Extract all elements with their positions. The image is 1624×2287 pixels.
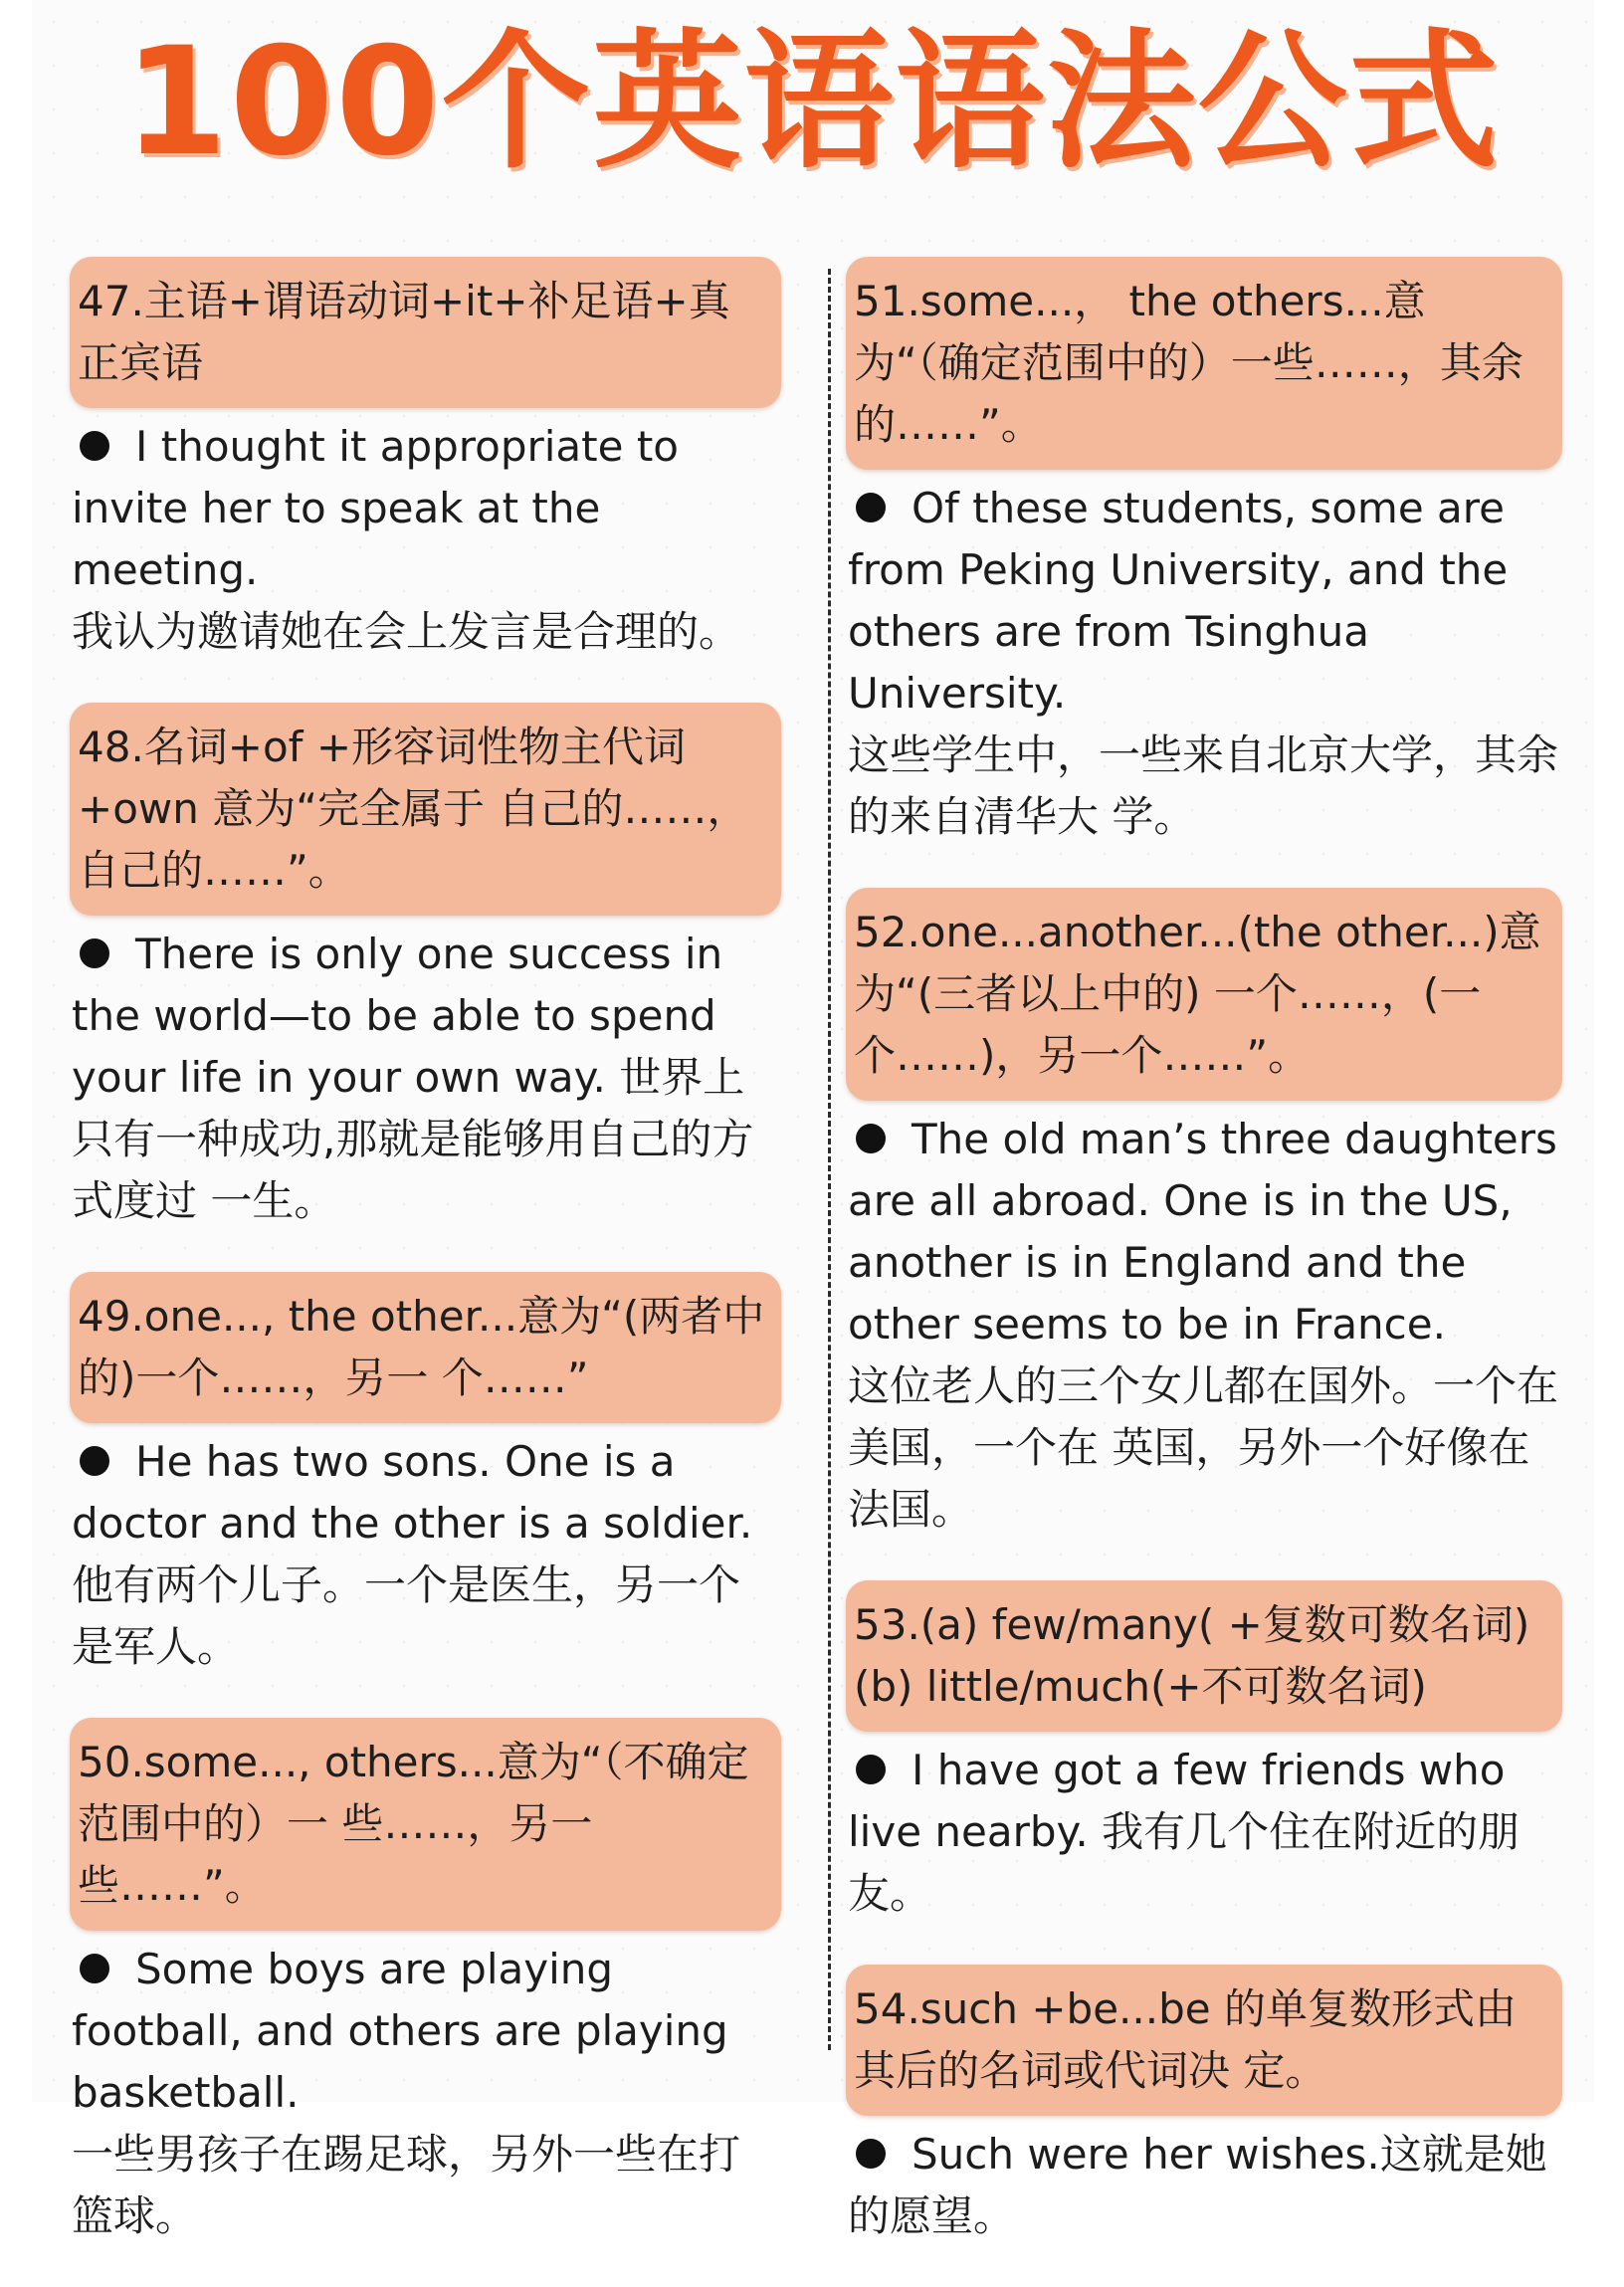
example-49 <box>70 1423 781 1678</box>
page-title: 100个英语语法公式 <box>123 16 1501 189</box>
bullet-icon <box>856 1755 886 1784</box>
entry-50 <box>70 1718 781 2247</box>
example-en-49: He has two sons. One is a doctor and the other is a soldier. <box>72 1437 753 1548</box>
example-54 <box>846 2116 1562 2247</box>
example-zh-51: 这些学生中，一些来自北京大学，其余的来自清华大 学。 <box>848 730 1559 841</box>
bullet-icon <box>80 938 109 968</box>
rule-heading-51: 51.some...， the others...意为“（确定范围中的）一些……，其余的……”。 <box>846 257 1562 470</box>
right-column <box>846 257 1562 2287</box>
entry-54 <box>846 1965 1562 2247</box>
example-48 <box>70 916 781 1232</box>
example-en-50: Some boys are playing football, and others are playing basketball. <box>72 1945 728 2117</box>
rule-heading-52: 52.one...another...(the other...)意为“(三者以上中的) 一个……，(一个……)，另一个……”。 <box>846 888 1562 1101</box>
example-en-54: Such were her wishes.这就是她的愿望。 <box>848 2130 1547 2240</box>
example-zh-50: 一些男孩子在踢足球，另外一些在打篮球。 <box>72 2130 741 2240</box>
rule-heading-54: 54.such +be...be 的单复数形式由其后的名词或代词决 定。 <box>846 1965 1562 2116</box>
example-en-47: I thought it appropriate to invite her to speak at the meeting. <box>72 422 679 594</box>
bullet-icon <box>80 431 109 461</box>
entry-47 <box>70 257 781 663</box>
example-en-51: Of these students, some are from Peking University, and the others are from Tsinghua University. <box>848 484 1509 718</box>
example-51 <box>846 470 1562 848</box>
entry-52 <box>846 888 1562 1541</box>
example-zh-52: 这位老人的三个女儿都在国外。一个在美国，一个在 英国，另外一个好像在法国。 <box>848 1361 1559 1534</box>
entry-51 <box>846 257 1562 848</box>
bullet-icon <box>80 1446 109 1476</box>
example-zh-49: 他有两个儿子。一个是医生，另一个是军人。 <box>72 1560 741 1671</box>
rule-heading-48: 48.名词+of +形容词性物主代词+own 意为“完全属于 自己的……， 自己的……”。 <box>70 703 781 916</box>
rule-heading-47: 47.主语+谓语动词+it+补足语+真正宾语 <box>70 257 781 408</box>
bullet-icon <box>856 2139 886 2169</box>
entry-49 <box>70 1272 781 1678</box>
example-53 <box>846 1732 1562 1925</box>
entry-53 <box>846 1580 1562 1925</box>
bullet-icon <box>856 493 886 522</box>
bullet-icon <box>80 1954 109 1983</box>
bullet-icon <box>856 1124 886 1153</box>
example-en-53: I have got a few friends who live nearby. 我有几个住在附近的朋友。 <box>848 1746 1521 1918</box>
rule-heading-53: 53.(a) few/many( +复数可数名词)(b) little/much(+不可数名词) <box>846 1580 1562 1732</box>
column-divider <box>828 269 831 2050</box>
left-column <box>70 257 781 2287</box>
example-en-52: The old man’s three daughters are all abroad. One is in the US, another is in England and the other seems to be in France. <box>848 1115 1557 1349</box>
rule-heading-50: 50.some..., others...意为“（不确定范围中的）一 些……，另一些……”。 <box>70 1718 781 1931</box>
example-en-48: There is only one success in the world—to be able to spend your life in your own way. 世界上只有一种成功,那就是能够用自己的方式度过 一生。 <box>72 930 754 1225</box>
entry-48 <box>70 703 781 1232</box>
example-47 <box>70 408 781 663</box>
rule-heading-49: 49.one..., the other...意为“(两者中的)一个……，另一 个……” <box>70 1272 781 1423</box>
example-zh-47: 我认为邀请她在会上发言是合理的。 <box>72 607 741 656</box>
example-52 <box>846 1101 1562 1541</box>
example-50 <box>70 1931 781 2247</box>
